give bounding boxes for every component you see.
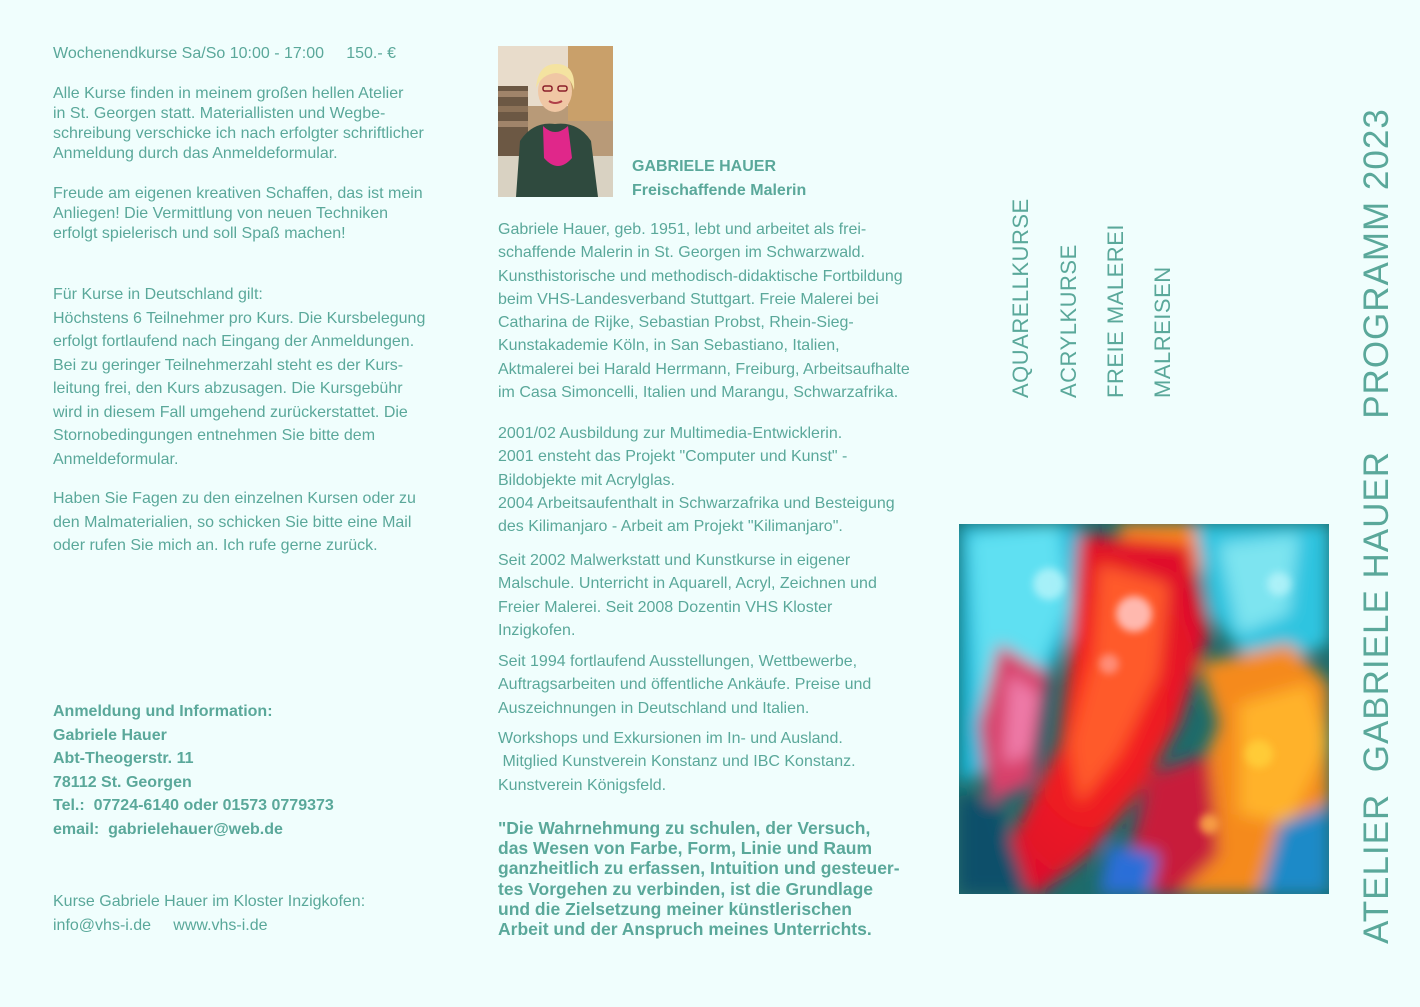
bio-paragraph-3: Seit 2002 Malwerkstatt und Kunstkurse in eigener Malschule. Unterricht in Aquarell, Acryl, Zeichnen und Freier Malerei. Seit 2008 Dozentin VHS Kloster Inzigkofen. (498, 552, 877, 639)
atelier-paragraph: Alle Kurse finden in meinem großen hellen Atelier in St. Georgen statt. Materiallisten und Wegbe- schreibung verschicke ich nach erfolgter schriftlicher Anmeldung durch das Anmeldeformular. (53, 85, 424, 162)
bio-paragraph-2: 2001/02 Ausbildung zur Multimedia-Entwicklerin. 2001 ensteht das Projekt "Computer und Kunst" - Bildobjekte mit Acrylglas. 2004 Arbeitsaufenthalt in Schwarzafrika und Besteigung des Kilimanjaro - Arbeit am Projekt "Kilimanjaro". (498, 425, 895, 536)
portrait-photo (498, 46, 613, 197)
abstract-painting (959, 524, 1329, 894)
freude-paragraph: Freude am eigenen kreativen Schaffen, das ist mein Anliegen! Die Vermittlung von neuen Techniken erfolgt spielerisch und soll Spaß machen! (53, 185, 423, 242)
weekend-course-line: Wochenendkurse Sa/So 10:00 - 17:00 150.- € (53, 45, 397, 62)
program-title: ATELIER GABRIELE HAUER PROGRAMM 2023 (1357, 108, 1396, 944)
kloster-links: info@vhs-i.de www.vhs-i.de (53, 916, 268, 934)
bio-paragraph-5: Workshops und Exkursionen im In- und Ausland. Mitglied Kunstverein Konstanz und IBC Konstanz. Kunstverein Königsfeld. (498, 730, 856, 794)
contact-phone: Tel.: 07724-6140 oder 01573 0779373 (53, 797, 334, 814)
contact-heading: Anmeldung und Information: (53, 703, 273, 720)
artist-name: GABRIELE HAUER (632, 158, 777, 175)
course-times (53, 44, 453, 64)
bio-paragraph-1: Gabriele Hauer, geb. 1951, lebt und arbeitet als frei- schaffende Malerin in St. Georgen im Schwarzwald. Kunsthistorische und methodisch-didaktische Fortbildung beim VHS-Landesverband Stuttgart. Freie Malerei bei Catharina de Rijke, Sebastian Probst, Rhein-Sieg- Kunstakademie Köln, in San Sebastiano, Italien, Aktmalerei bei Harald Herrmann, Freiburg, Arbeitsaufhalte im Casa Simoncelli, Italien und Marangu, Schwarzafrika. (498, 221, 910, 402)
contact-city: 78112 St. Georgen (53, 773, 192, 791)
artist-heading (632, 155, 806, 203)
germany-rules-paragraph: Für Kurse in Deutschland gilt: Höchstens 6 Teilnehmer pro Kurs. Die Kursbelegung erfolgt fortlaufend nach Eingang der Anmeldungen. Bei zu geringer Teilnehmerzahl steht es der Kurs- leitung frei, den Kurs abzusagen. Die Kursgebühr wird in diesem Fall umgehend zurückerstattet. Die Stornobedingungen entnehmen Sie bitte dem Anmeldeformular. (53, 286, 426, 468)
contact-email: email: gabrielehauer@web.de (53, 820, 283, 838)
kloster-block: Kurse Gabriele Hauer im Kloster Inzigkofen: info@vhs-i.de www.vhs-i.de (53, 890, 453, 937)
bio-paragraph-4: Seit 1994 fortlaufend Ausstellungen, Wettbewerbe, Auftragsarbeiten und öffentliche Ankäufe. Preise und Auszeichnungen in Deutschland und Italien. (498, 653, 872, 717)
course-type-acryl: ACRYLKURSE (1056, 244, 1081, 398)
artist-quote: "Die Wahrnehmung zu schulen, der Versuch, das Wesen von Farbe, Form, Linie und Raum ganzheitlich zu erfassen, Intuition und gesteuer- tes Vorgehen zu verbinden, ist die Grundlage und die Zielsetzung meiner künstlerischen Arbeit und der Anspruch meines Unterrichts. (498, 818, 900, 940)
contact-name: Gabriele Hauer (53, 726, 167, 744)
course-type-aquarell: AQUARELLKURSE (1008, 198, 1033, 398)
course-type-malreisen: MALREISEN (1150, 266, 1175, 398)
artist-role: Freischaffende Malerin (632, 182, 807, 199)
course-type-freie-malerei: FREIE MALEREI (1103, 224, 1128, 398)
contact-street: Abt-Theogerstr. 11 (53, 750, 194, 767)
contact-block (53, 700, 453, 841)
questions-paragraph: Haben Sie Fagen zu den einzelnen Kursen oder zu den Malmaterialien, so schicken Sie bitte eine Mail oder rufen Sie mich an. Ich rufe gerne zurück. (53, 490, 416, 554)
